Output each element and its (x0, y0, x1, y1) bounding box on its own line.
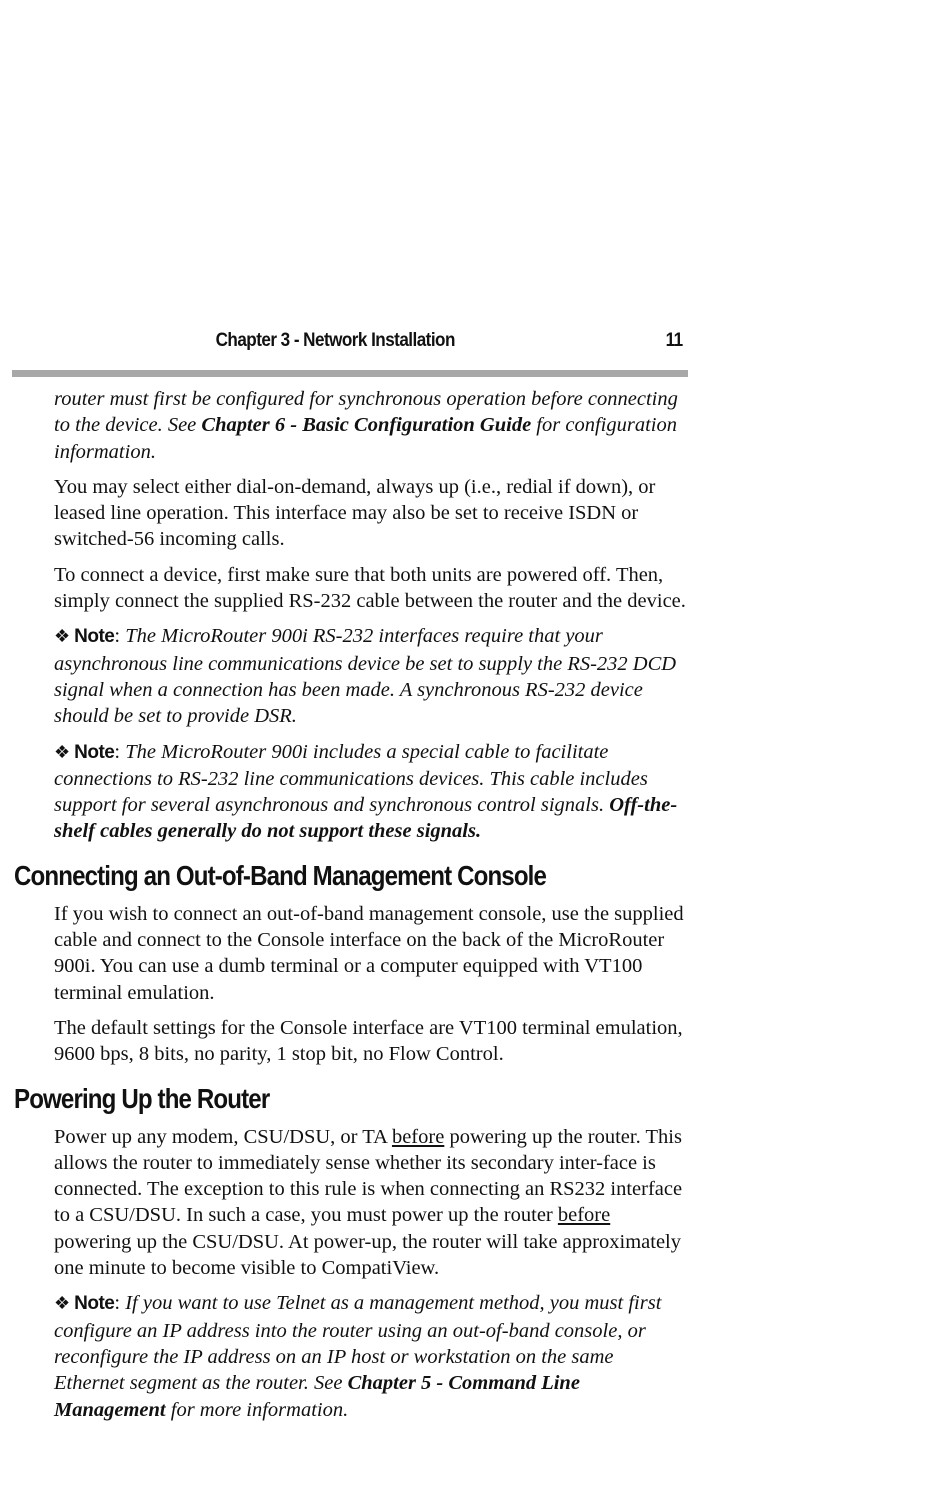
section-heading-console: Connecting an Out-of-Band Management Console (14, 859, 547, 891)
header-rule (12, 370, 688, 377)
paragraph-console-settings: The default settings for the Console interface are VT100 terminal emulation, 9600 bps, 8 bits, no parity, 1 stop bit, no Flow Control. (54, 1016, 683, 1066)
note-emphasis: Off-the-shelf cables generally do not support these signals. (54, 794, 678, 843)
body-text (14, 386, 688, 1432)
note-telnet: ❖ Note: If you want to use Telnet as a management method, you must first configure an IP address into the router using an out-of-band console, or reconfigure the IP address on an IP host or workstation on the same Ethernet segment as the router. See Chapter 5 - Command Line Management for more information. (54, 1292, 662, 1421)
underlined-before: before (391, 1125, 445, 1148)
chapter-reference: Chapter 5 - Command Line Management (54, 1372, 580, 1421)
paragraph-connect-device: To connect a device, first make sure that both units are powered off. Then, simply connect the supplied RS-232 cable between the router and the device. (54, 563, 686, 613)
paragraph-operation-modes: You may select either dial-on-demand, always up (i.e., redial if down), or leased line operation. This interface may also be set to receive ISDN or switched-56 incoming calls. (54, 475, 656, 551)
four-diamond-icon: ❖ (54, 741, 71, 762)
four-diamond-icon: ❖ (54, 626, 71, 647)
chapter-reference: Chapter 6 - Basic Configuration Guide (201, 414, 532, 437)
note-rs232-signals: ❖ Note: The MicroRouter 900i RS-232 interfaces require that your asynchronous line communications device be set to supply the RS-232 DCD signal when a connection has been made. A synchronous RS-232 device should be set to provide DSR. (54, 625, 677, 728)
page-number: 11 (665, 330, 683, 351)
four-diamond-icon: ❖ (54, 1293, 71, 1314)
note-special-cable: ❖ Note: The MicroRouter 900i includes a special cable to facilitate connections to RS-232 line communications devices. This cable includes support for several asynchronous and synchronous control signals. Off-the-shelf cables generally do not support these signals. (54, 740, 678, 843)
note-label: Note (74, 626, 115, 648)
chapter-title: Chapter 3 - Network Installation (215, 330, 455, 351)
underlined-before: before (557, 1204, 611, 1227)
section-heading-power-up: Powering Up the Router (14, 1082, 270, 1114)
paragraph-sync-config: router must first be configured for synchronous operation before connecting to the device. See Chapter 6 - Basic Configuration Guide for configuration information. (54, 388, 678, 463)
running-header (14, 326, 683, 356)
note-label: Note (74, 741, 115, 763)
note-label: Note (74, 1293, 115, 1315)
paragraph-console-connect: If you wish to connect an out-of-band management console, use the supplied cable and connect to the Console interface on the back of the MicroRouter 900i. You can use a dumb terminal or a computer equipped with VT100 terminal emulation. (54, 902, 684, 1004)
paragraph-power-up: Power up any modem, CSU/DSU, or TA before powering up the router. This allows the router to immediately sense whether its secondary inter-face is connected. The exception to this rule is when connecting an RS232 interface to a CSU/DSU. In such a case, you must power up the router before powering up the CSU/DSU. At power-up, the router will take approximately one minute to become visible to CompatiView. (54, 1125, 683, 1280)
